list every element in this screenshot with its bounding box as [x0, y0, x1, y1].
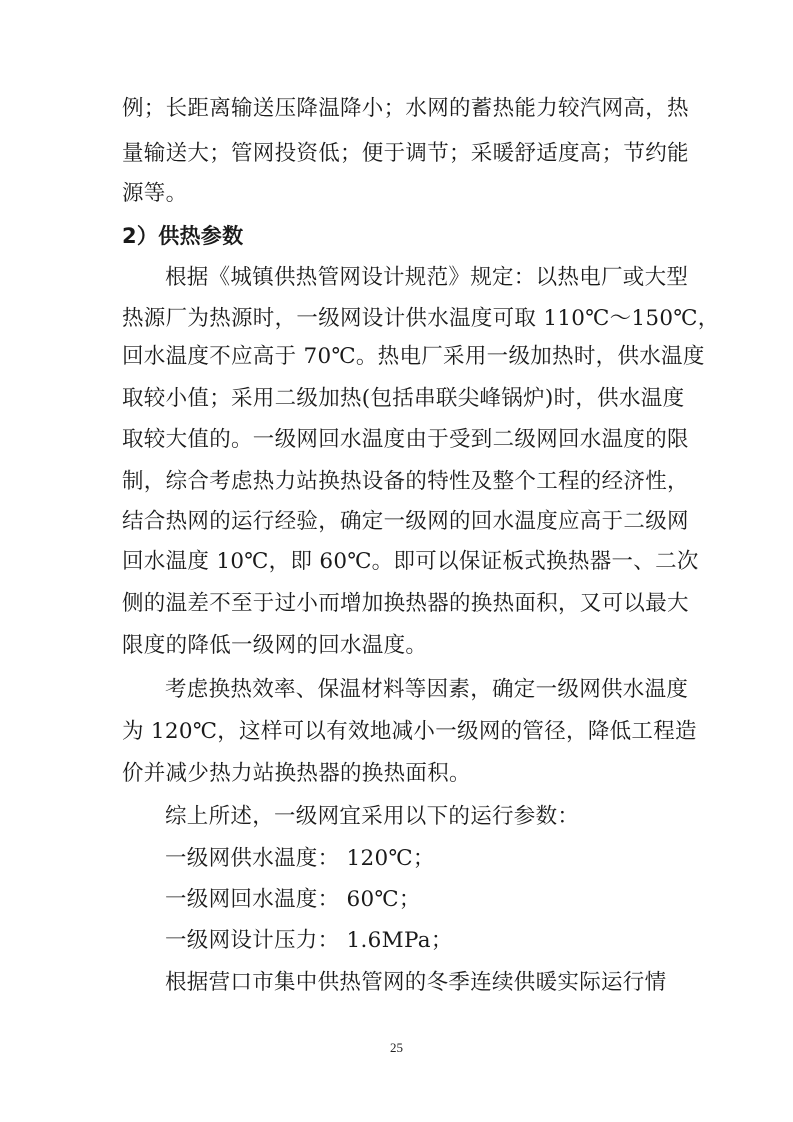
section-heading: 2）供热参数	[122, 224, 244, 248]
parameter-line: 一级网设计压力： 1.6MPa；	[165, 928, 453, 953]
paragraph-line: 源等。	[122, 181, 188, 206]
paragraph-line: 根据营口市集中供热管网的冬季连续供暖实际运行情	[165, 970, 667, 995]
paragraph-line: 价并减少热力站换热器的换热面积。	[122, 761, 471, 786]
paragraph-line: 为 120℃，这样可以有效地减小一级网的管径，降低工程造	[122, 719, 697, 744]
paragraph-line: 根据《城镇供热管网设计规范》规定：以热电厂或大型	[165, 265, 689, 290]
paragraph-line: 量输送大；管网投资低；便于调节；采暖舒适度高；节约能	[122, 141, 689, 166]
paragraph-line: 限度的降低一级网的回水温度。	[122, 633, 428, 658]
paragraph-line: 回水温度不应高于 70℃。热电厂采用一级加热时，供水温度	[122, 344, 705, 369]
paragraph-line: 侧的温差不至于过小而增加换热器的换热面积，又可以最大	[122, 591, 689, 616]
parameter-line: 一级网供水温度： 120℃；	[165, 846, 435, 871]
paragraph-line: 考虑换热效率、保温材料等因素，确定一级网供水温度	[165, 677, 689, 702]
paragraph-line: 取较小值；采用二级加热(包括串联尖峰锅炉)时，供水温度	[122, 386, 685, 411]
paragraph-line: 回水温度 10℃，即 60℃。即可以保证板式换热器一、二次	[122, 549, 699, 574]
paragraph-line: 例；长距离输送压降温降小；水网的蓄热能力较汽网高，热	[122, 96, 689, 121]
paragraph-line: 综上所述，一级网宜采用以下的运行参数：	[165, 804, 580, 829]
paragraph-line: 取较大值的。一级网回水温度由于受到二级网回水温度的限	[122, 427, 689, 452]
paragraph-line: 热源厂为热源时，一级网设计供水温度可取 110℃～150℃，	[122, 306, 720, 331]
paragraph-line: 结合热网的运行经验，确定一级网的回水温度应高于二级网	[122, 509, 689, 534]
page-number: 25	[390, 1040, 403, 1055]
parameter-line: 一级网回水温度： 60℃；	[165, 887, 421, 912]
paragraph-line: 制，综合考虑热力站换热设备的特性及整个工程的经济性，	[122, 469, 689, 494]
